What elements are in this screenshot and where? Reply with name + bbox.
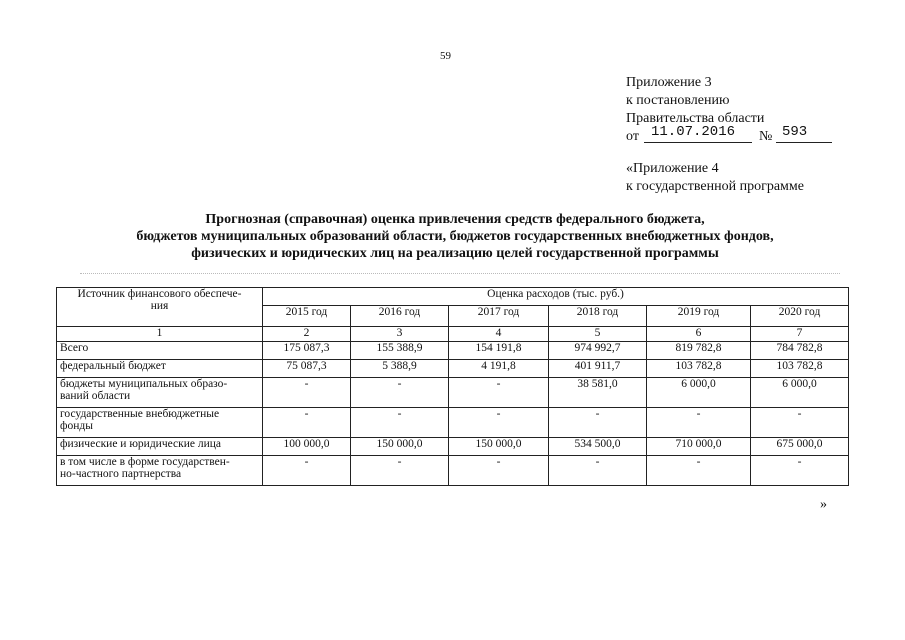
document-title [40,211,870,262]
table-row [57,438,849,456]
appendix-line-6: к государственной программе [626,179,804,194]
value-cell: - [263,378,351,408]
value-cell: - [751,456,849,486]
value-cell: 150 000,0 [351,438,449,456]
value-cell: 155 388,9 [351,342,449,360]
column-number: 3 [351,327,449,342]
value-cell: - [351,408,449,438]
table-row [57,456,849,486]
value-cell: 4 191,8 [449,360,549,378]
financing-table [56,287,849,486]
appendix-line-2: к постановлению [626,93,730,108]
value-cell: 401 911,7 [549,360,647,378]
column-number: 2 [263,327,351,342]
number-underline [776,142,832,143]
value-cell: - [449,408,549,438]
source-header [57,288,263,327]
year-header: 2018 год [549,306,647,327]
row-label-line-1: в том числе в форме государствен- [60,456,230,468]
estimate-header: Оценка расходов (тыс. руб.) [263,288,849,306]
value-cell: 175 087,3 [263,342,351,360]
row-label [57,408,263,438]
year-header: 2015 год [263,306,351,327]
value-cell: - [351,378,449,408]
row-label-line-2: ваний области [60,390,131,402]
value-cell: 6 000,0 [647,378,751,408]
row-label [57,456,263,486]
value-cell: 534 500,0 [549,438,647,456]
year-header: 2017 год [449,306,549,327]
value-cell: - [647,408,751,438]
row-label: федеральный бюджет [57,360,263,378]
value-cell: 150 000,0 [449,438,549,456]
value-cell: 154 191,8 [449,342,549,360]
appendix-line-1: Приложение 3 [626,75,712,90]
value-cell: - [549,456,647,486]
value-cell: 103 782,8 [751,360,849,378]
value-cell: 819 782,8 [647,342,751,360]
column-number: 4 [449,327,549,342]
value-cell: 710 000,0 [647,438,751,456]
appendix-line-3: Правительства области [626,111,765,126]
title-line-2: бюджетов муниципальных образований области, бюджетов государственных внебюджетных фондов, [136,229,774,244]
row-label-line-1: государственные внебюджетные [60,408,220,420]
closing-quote: » [820,497,827,512]
value-cell: - [647,456,751,486]
value-cell: - [449,456,549,486]
table-row [57,360,849,378]
appendix-number: 593 [782,124,808,140]
source-header-line-2: ния [150,300,169,312]
column-number: 5 [549,327,647,342]
date-underline [644,142,752,143]
value-cell: - [449,378,549,408]
table-row [57,408,849,438]
table-row [57,342,849,360]
row-label: физические и юридические лица [57,438,263,456]
page-number: 59 [440,50,451,62]
row-label-line-1: бюджеты муниципальных образо- [60,378,228,390]
column-numbers-row [57,327,849,342]
appendix-from-label: от [626,129,639,144]
column-number: 6 [647,327,751,342]
value-cell: - [549,408,647,438]
separator [80,273,840,274]
year-header: 2016 год [351,306,449,327]
value-cell: 675 000,0 [751,438,849,456]
value-cell: - [351,456,449,486]
appendix-number-label: № [759,129,773,144]
year-header: 2020 год [751,306,849,327]
value-cell: 974 992,7 [549,342,647,360]
value-cell: 784 782,8 [751,342,849,360]
column-number: 1 [57,327,263,342]
value-cell: 103 782,8 [647,360,751,378]
column-number: 7 [751,327,849,342]
value-cell: - [263,408,351,438]
appendix-line-5: «Приложение 4 [626,161,719,176]
table-row [57,378,849,408]
row-label: Всего [57,342,263,360]
value-cell: 5 388,9 [351,360,449,378]
row-label-line-2: но-частного партнерства [60,468,182,480]
title-line-3: физических и юридических лиц на реализацию целей государственной программы [191,246,719,261]
table-header-row [57,288,849,306]
appendix-date: 11.07.2016 [651,124,736,140]
value-cell: - [263,456,351,486]
value-cell: 100 000,0 [263,438,351,456]
year-header: 2019 год [647,306,751,327]
title-line-1: Прогнозная (справочная) оценка привлечения средств федерального бюджета, [205,212,705,227]
value-cell: 38 581,0 [549,378,647,408]
row-label-line-2: фонды [60,420,93,432]
value-cell: 75 087,3 [263,360,351,378]
value-cell: - [751,408,849,438]
source-header-line-1: Источник финансового обеспече- [77,288,242,300]
value-cell: 6 000,0 [751,378,849,408]
row-label [57,378,263,408]
